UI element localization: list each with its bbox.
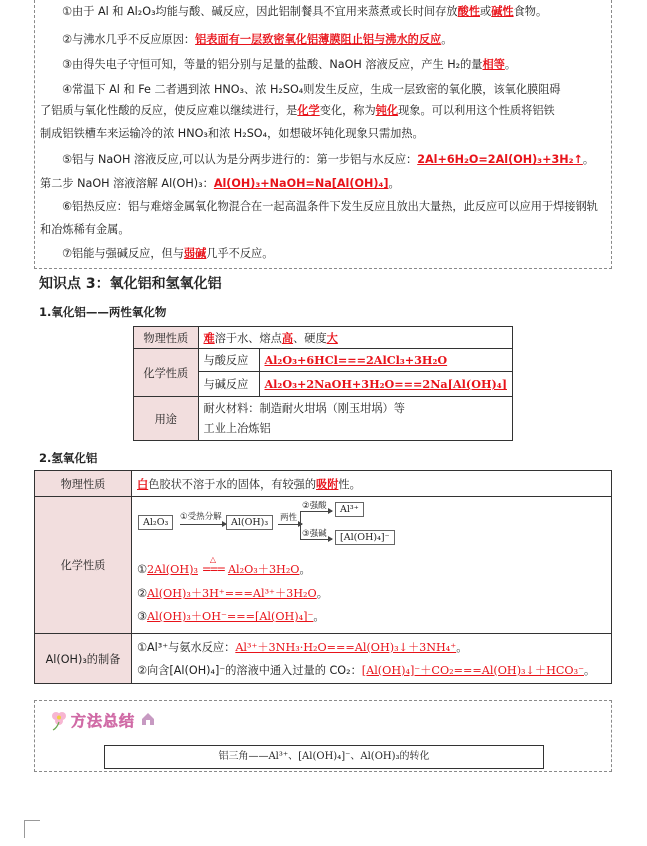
prep-1-eq: Al³⁺＋3NH₃·H₂O===Al(OH)₃↓＋3NH₄⁺ [235,640,457,654]
note-4b-red-2: 钝化 [375,104,399,117]
house-icon [141,712,155,726]
hydroxide-prep-value [132,634,612,684]
flow-connector [278,524,302,525]
method-summary-badge [47,708,151,732]
eq-3-text: Al(OH)₃＋OH⁻===[Al(OH)₄]⁻ [147,610,314,623]
alumina-phys-red-3: 大 [326,331,338,345]
alumina-base-eq-text: Al₂O₃+2NaOH+3H₂O===2Na[Al(OH)₄] [264,377,507,391]
hydroxide-table [34,470,612,684]
note-6b: 和冶炼稀有金属。 [40,223,130,236]
note-2-post: 。 [441,33,453,46]
note-7-red: 弱碱 [183,247,207,260]
alumina-use-label: 用途 [134,397,199,441]
note-4b-text: 了铝质与氧化性酸的反应，使反应难以继续进行，是 [40,104,298,117]
hydroxide-eq-3 [137,608,325,624]
alumina-base-eq [259,372,513,397]
note-2-red: 铝表面有一层致密氧化铝薄膜阻止铝与沸水的反应 [195,33,442,46]
hydroxide-phys-label: 物理性质 [35,471,132,497]
alumina-phys-label: 物理性质 [134,327,199,349]
note-2 [62,32,452,48]
eq-3-number: ③ [137,610,148,623]
hydroxide-eq-2 [137,585,328,601]
alumina-chem-label: 化学性质 [134,349,199,397]
alumina-phys-mid: 溶于水、熔点 [214,331,282,345]
alumina-acid-eq [259,349,513,372]
note-2-text: ②与沸水几乎不反应原因： [62,33,196,46]
note-5b-text: 第二步 NaOH 溶液溶解 Al(OH)₃： [40,177,214,190]
eq-1-end: 。 [299,563,311,576]
note-7-text: ⑦铝能与强碱反应，但与 [62,247,184,260]
note-5a-red: 2Al+6H₂O=2Al(OH)₃+3H₂↑ [417,153,583,166]
eq-1-condition: △ [209,555,217,564]
note-4b-post: 现象。可以利用这个性质将铝铁 [398,104,555,117]
eq-2-text: Al(OH)₃＋3H⁺===Al³⁺＋3H₂O [147,587,317,600]
alumina-phys-mid-2: 、硬度 [293,331,327,345]
note-5a [62,152,594,168]
prep-2 [137,659,606,682]
note-4a: ④常温下 Al 和 Fe 二者遇到浓 HNO₃、浓 H₂SO₄则发生反应，生成一层致密的氧化膜，该氧化膜阻碍 [62,83,561,96]
hydroxide-phys-red-1: 白 [137,477,149,491]
method-summary-title: 方法总结 [71,712,136,730]
note-5a-text: ⑤铝与 NaOH 溶液反应,可以认为是分两步进行的：第一步铝与水反应： [62,153,418,166]
flow-node-aloh4: [Al(OH)₄]⁻ [335,530,395,545]
flow-label-amphoteric: 两性 [280,513,298,523]
flow-arrow-1 [180,524,226,525]
note-4b-red-1: 化学 [297,104,320,117]
prep-1-text: ①Al³⁺与氨水反应： [137,640,236,654]
flower-icon [47,708,73,732]
flow-node-aloh3: Al(OH)₃ [226,515,273,530]
eq-1-condition-wrap: △ === [198,563,228,576]
hydroxide-phys-post: 性。 [338,477,361,491]
note-1-red-2: 碱性 [491,5,514,18]
eq-2-end: 。 [316,587,328,600]
corner-mark-horizontal [24,820,40,821]
note-1 [62,4,547,20]
alumina-use-2: 工业上冶炼铝 [203,421,271,435]
flow-label-base: ③强碱 [302,529,327,539]
flow-arrow-acid [300,511,332,512]
alumina-acid-eq-text: Al₂O₃+6HCl===2AlCl₃+3H₂O [264,353,448,367]
prep-1 [137,636,606,659]
hydroxide-heading: 2.氢氧化铝 [39,451,98,465]
flow-node-al3plus: Al³⁺ [335,502,364,517]
flow-branch [300,511,301,539]
flow-label-heat: ①受热分解 [180,512,222,522]
note-4c: 制成铝铁槽车来运输冷的浓 HNO₃和浓 H₂SO₄，如想破坏钝化现象只需加热。 [40,127,424,140]
method-summary-caption: 铝三角——Al³⁺、[Al(OH)₄]⁻、Al(OH)₃的转化 [104,745,544,769]
eq-1-product: Al₂O₃＋3H₂O [227,563,300,576]
hydroxide-chem-label: 化学性质 [35,497,132,634]
note-4b-mid: 变化，称为 [319,104,376,117]
hydroxide-chem-value [132,497,612,634]
alumina-phys-red-1: 难 [203,331,215,345]
note-6a: ⑥铝热反应：铝与难熔金属氧化物混合在一起高温条件下发生反应且放出大量热，此反应可以应用于焊接钢轨 [62,200,598,213]
flow-label-acid: ②强酸 [302,501,327,511]
note-5a-post: 。 [582,153,595,166]
hydroxide-phys-mid: 色胶状不溶于水的固体，有较强的 [148,477,317,491]
alumina-phys-red-2: 高 [281,331,294,345]
note-1-mid: 或 [480,5,492,18]
note-3-text: ③由得失电子守恒可知，等量的铝分别与足量的盐酸、NaOH 溶液反应，产生 H₂的量 [62,58,483,71]
note-3-red: 相等 [482,58,505,71]
note-4b [40,103,555,119]
eq-2-number: ② [137,587,148,600]
eq-1-reactant: 2Al(OH)₃ [147,563,198,576]
alumina-use-1: 耐火材料：制造耐火坩埚（刚玉坩埚）等 [203,401,405,415]
flow-node-al2o3: Al₂O₃ [138,515,173,530]
hydroxide-prep-label: Al(OH)₃的制备 [35,634,132,684]
corner-mark-vertical [24,820,25,838]
alumina-base-label: 与碱反应 [198,372,259,397]
alumina-use-value [198,397,512,441]
hydroxide-eq-1 [137,555,311,577]
prep-2-eq: [Al(OH)₄]⁻＋CO₂===Al(OH)₃↓＋HCO₃⁻ [361,663,584,677]
note-5b-red: Al(OH)₃+NaOH=Na[Al(OH)₄] [213,177,389,190]
flow-arrow-base [300,539,332,540]
hydroxide-phys-red-2: 吸附 [316,477,339,491]
note-7-post: 几乎不反应。 [206,247,274,260]
hydroxide-phys-value [132,471,612,497]
prep-1-end: 。 [456,640,468,654]
prep-2-end: 。 [583,663,596,677]
method-summary-box [34,700,612,772]
hydroxide-chem-content [132,497,611,633]
note-1-post: 食物。 [513,5,548,18]
eq-1-number: ① [137,563,148,576]
note-1-red-1: 酸性 [457,5,481,18]
prep-2-text: ②向含[Al(OH)₄]⁻的溶液中通入过量的 CO₂： [137,663,362,677]
note-3-post: 。 [504,58,517,71]
note-3 [62,57,516,73]
note-1-text: ①由于 Al 和 Al₂O₃均能与酸、碱反应，因此铝制餐具不宜用来蒸煮或长时间存放 [62,5,458,18]
alumina-heading: 1.氧化铝——两性氧化物 [39,305,167,319]
notes-box [34,0,612,269]
knowledge-point-title: 知识点 3：氧化铝和氢氧化铝 [39,276,222,292]
note-5b [40,176,400,192]
note-5b-post: 。 [388,177,400,190]
eq-3-end: 。 [313,610,325,623]
note-7 [62,246,273,262]
alumina-phys-value [198,327,512,349]
alumina-table [133,326,513,441]
alumina-acid-label: 与酸反应 [198,349,259,372]
